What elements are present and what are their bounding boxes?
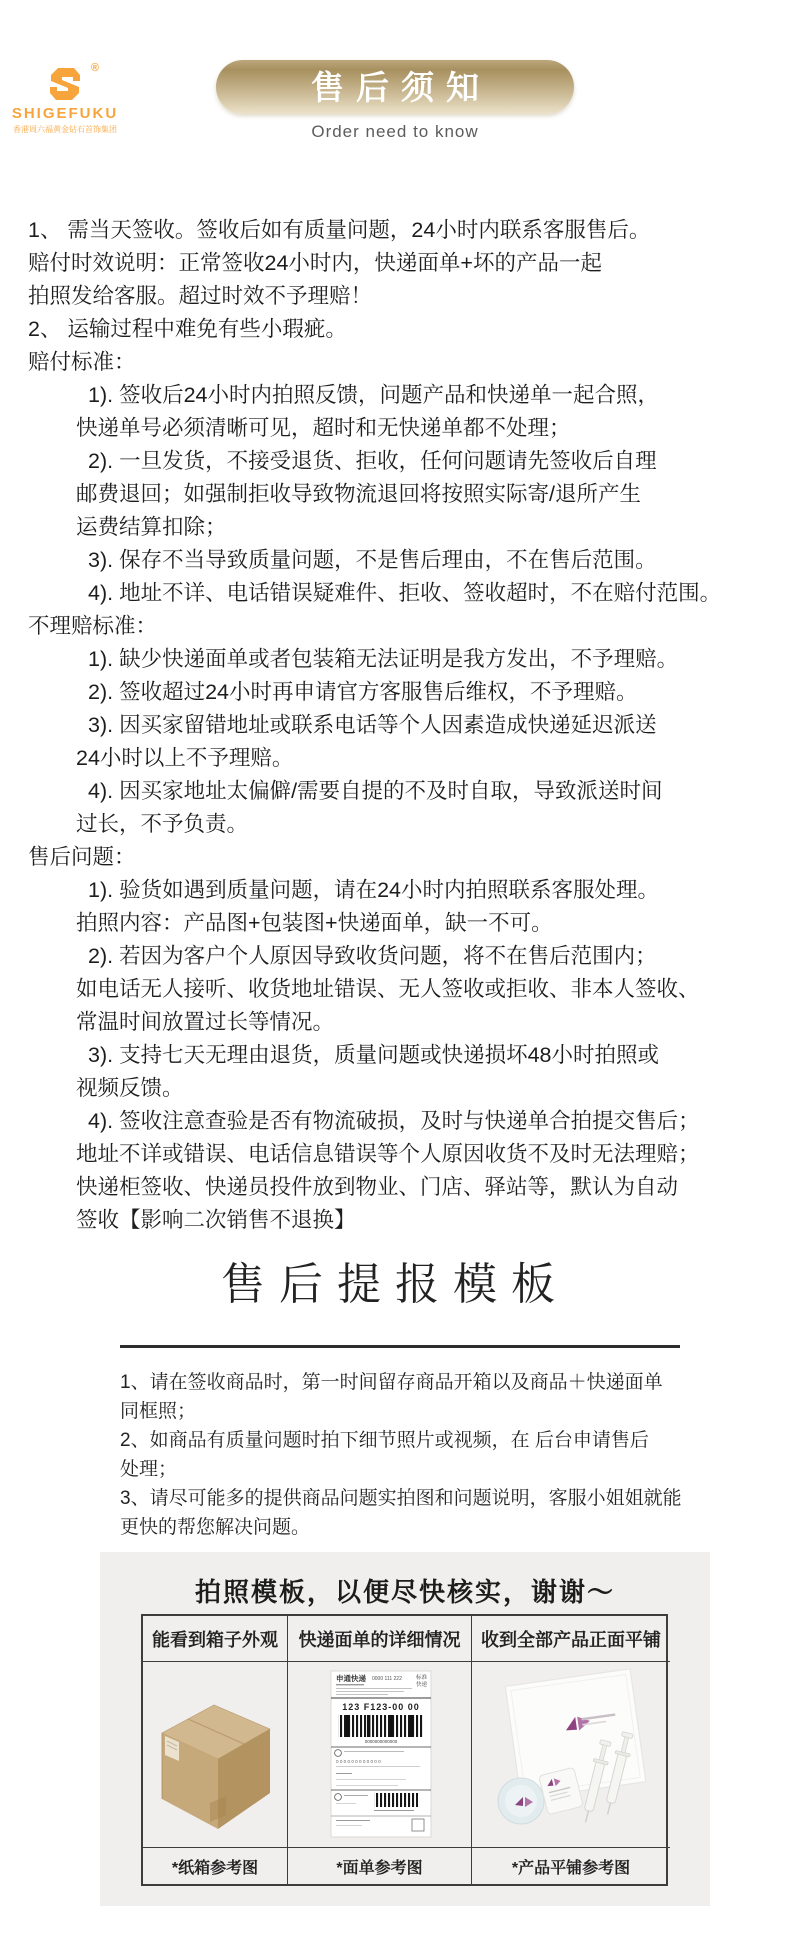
registered-mark: ® bbox=[90, 62, 99, 74]
notice-line: 如电话无人接听、收货地址错误、无人签收或拒收、非本人签收、 bbox=[76, 977, 700, 1001]
notice-line: 2). 一旦发货，不接受退货、拒收，任何问题请先签收后自理 bbox=[88, 449, 657, 473]
notice-line: 3). 保存不当导致质量问题，不是售后理由，不在售后范围。 bbox=[88, 548, 657, 572]
notice-line: 24小时以上不予理赔。 bbox=[76, 746, 294, 770]
table-cell-waybill-image bbox=[288, 1662, 472, 1848]
template-line: 3、请尽可能多的提供商品问题实拍图和问题说明，客服小姐姐就能 bbox=[120, 1488, 682, 1509]
banner-title: 售后须知 bbox=[216, 60, 574, 114]
notice-line: 1、 需当天签收。签收后如有质量问题，24小时内联系客服售后。 bbox=[28, 218, 651, 242]
template-section-title: 售后提报模板 bbox=[221, 1260, 569, 1309]
notice-line: 1). 缺少快递面单或者包装箱无法证明是我方发出，不予理赔。 bbox=[88, 647, 679, 671]
notice-line: 邮费退回；如强制拒收导致物流退回将按照实际寄/退所产生 bbox=[76, 482, 641, 506]
notice-line: 赔付时效说明：正常签收24小时内，快递面单+坏的产品一起 bbox=[28, 251, 602, 275]
table-cell-box-image bbox=[143, 1662, 288, 1848]
after-sales-notice bbox=[0, 212, 790, 1237]
template-line: 处理； bbox=[120, 1459, 178, 1480]
table-header-waybill: 快递面单的详细情况 bbox=[288, 1616, 472, 1662]
notice-line: 快递柜签收、快递员投件放到物业、门店、驿站等，默认为自动 bbox=[76, 1175, 679, 1199]
notice-line: 2). 签收超过24小时再申请官方客服售后维权，不予理赔。 bbox=[88, 680, 638, 704]
notice-line: 1). 签收后24小时内拍照反馈，问题产品和快递单一起合照， bbox=[88, 383, 659, 407]
brand-logo bbox=[10, 64, 120, 135]
waybill-big-code: 123 F123-00 00 bbox=[341, 1701, 420, 1712]
table-caption-box: *纸箱参考图 bbox=[143, 1848, 288, 1884]
notice-line: 签收【影响二次销售不退换】 bbox=[76, 1208, 356, 1232]
notice-line: 4). 因买家地址太偏僻/需要自提的不及时自取，导致派送时间 bbox=[88, 779, 663, 803]
notice-line: 视频反馈。 bbox=[76, 1076, 184, 1100]
banner-subtitle: Order need to know bbox=[311, 122, 479, 141]
product-flatlay-image bbox=[481, 1667, 661, 1843]
brand-group-name: 香港周六福黄金钻石首饰集团 bbox=[13, 125, 117, 134]
photo-card-title: 拍照模板，以便尽快核实，谢谢～ bbox=[194, 1577, 615, 1607]
notice-line: 运费结算扣除； bbox=[76, 515, 227, 539]
notice-line: 4). 地址不详、电话错误疑难件、拒收、签收超时，不在赔付范围。 bbox=[88, 581, 722, 605]
waybill-number: 0000 111 222 bbox=[371, 1675, 402, 1682]
template-instructions bbox=[120, 1368, 700, 1542]
notice-line: 拍照发给客服。超过时效不予理赔！ bbox=[28, 284, 373, 308]
table-caption-products: *产品平铺参考图 bbox=[511, 1859, 631, 1877]
notice-section-heading: 不理赔标准： bbox=[28, 614, 158, 638]
notice-section-heading: 售后问题： bbox=[28, 845, 136, 869]
template-line: 1、请在签收商品时，第一时间留存商品开箱以及商品＋快递面单 bbox=[120, 1372, 663, 1393]
table-caption-waybill: *面单参考图 bbox=[288, 1848, 472, 1884]
notice-line: 地址不详或错误、电话信息错误等个人原因收货不及时无法理赔； bbox=[76, 1142, 700, 1166]
notice-line: 3). 因买家留错地址或联系电话等个人因素造成快递延迟派送 bbox=[88, 713, 657, 737]
waybill-barcode-digits: 0000000000000 bbox=[364, 1738, 397, 1744]
brand-name: SHIGEFUKU bbox=[11, 105, 119, 122]
shipping-label-image bbox=[324, 1667, 436, 1843]
cardboard-box-image bbox=[150, 1675, 280, 1835]
notice-section-heading: 赔付标准： bbox=[28, 350, 136, 374]
notice-line: 快递单号必须清晰可见，超时和无快递单都不处理； bbox=[76, 416, 571, 440]
divider bbox=[120, 1345, 680, 1348]
notice-line: 常温时间放置过长等情况。 bbox=[76, 1010, 335, 1034]
waybill-service-top: 标准 bbox=[415, 1674, 427, 1681]
waybill-service-bottom: 快递 bbox=[415, 1681, 427, 1688]
notice-line: 3). 支持七天无理由退货，质量问题或快递损坏48小时拍照或 bbox=[88, 1043, 659, 1067]
hexagon-s-icon bbox=[43, 64, 87, 104]
photo-template-card bbox=[100, 1552, 710, 1906]
notice-line: 拍照内容：产品图+包装图+快递面单，缺一不可。 bbox=[76, 911, 553, 935]
table-header-products: 收到全部产品正面平铺 bbox=[472, 1616, 670, 1662]
waybill-brand: 申通快递 bbox=[335, 1673, 366, 1683]
template-line: 2、如商品有质量问题时拍下细节照片或视频，在 后台申请售后 bbox=[120, 1430, 649, 1451]
notice-line: 2). 若因为客户个人原因导致收货问题，将不在售后范围内； bbox=[88, 944, 657, 968]
table-cell-products-image bbox=[472, 1662, 670, 1848]
page-header bbox=[0, 60, 790, 212]
notice-line: 4). 签收注意查验是否有物流破损，及时与快递单合拍提交售后； bbox=[88, 1109, 700, 1133]
photo-template-table bbox=[141, 1614, 668, 1886]
brand-logo-icon bbox=[43, 62, 99, 104]
notice-line: 2、 运输过程中难免有些小瑕疵。 bbox=[28, 317, 347, 341]
table-header-box: 能看到箱子外观 bbox=[143, 1616, 288, 1662]
notice-line: 过长，不予负责。 bbox=[76, 812, 249, 836]
template-line: 同框照； bbox=[120, 1401, 197, 1422]
notice-line: 1). 验货如遇到质量问题，请在24小时内拍照联系客服处理。 bbox=[88, 878, 659, 902]
svg-text:0 0 0 0 0 0 0 0 0 0 0 0: 0 0 0 0 0 0 0 0 0 0 0 0 bbox=[335, 1758, 381, 1764]
template-line: 更快的帮您解决问题。 bbox=[120, 1517, 311, 1538]
